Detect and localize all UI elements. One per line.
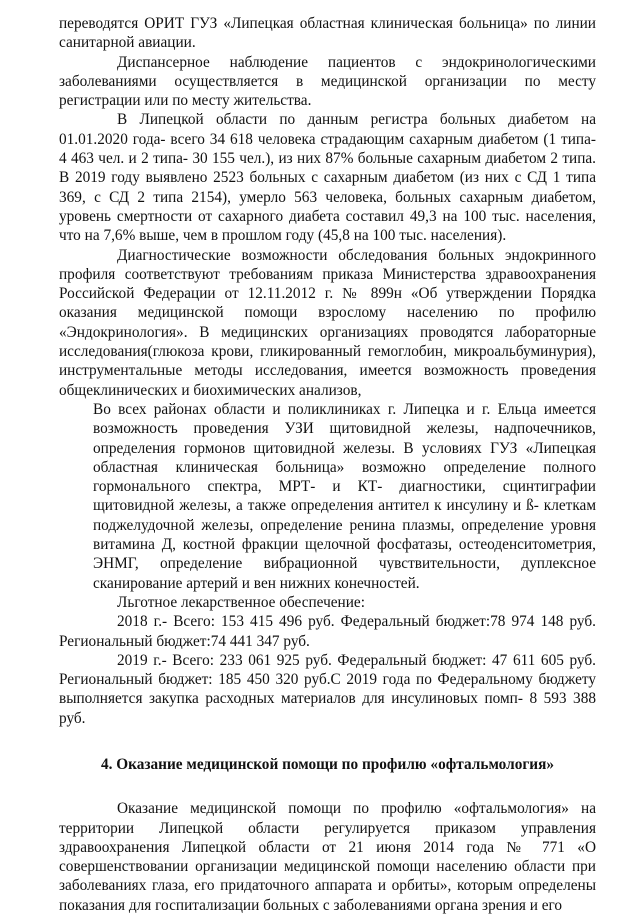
paragraph-budget-2018: 2018 г.- Всего: 153 415 496 руб. Федеральный бюджет:78 974 148 руб. Региональный бюджет:74 441 347 руб. xyxy=(59,613,596,650)
paragraph-sanitary-aviation: переводятся ОРИТ ГУЗ «Липецкая областная клиническая больница» по линии санитарной авиации. xyxy=(59,15,596,52)
paragraph-ophthalmology: Оказание медицинской помощи по профилю «офтальмология» на территории Липецкой области регулируется приказом управления здравоохранения Липецкой области от 21 июня 2014 года № 771 «О совершенствовании организации медицинской помощи населению области при заболеваниях глаза, его придаточного аппарата и орбиты», которым определены показания для госпитализации больных с заболеваниями органа зрения и его xyxy=(59,800,596,914)
section-heading: 4. Оказание медицинской помощи по профилю «офтальмология» xyxy=(100,755,555,773)
paragraph-drug-provision-heading: Льготное лекарственное обеспечение: xyxy=(117,593,365,611)
paragraph-dispensary-observation: Диспансерное наблюдение пациентов с эндокринологическими заболеваниями осуществляется в медицинской организации по месту регистрации или по месту жительства. xyxy=(59,53,596,110)
paragraph-diabetes-registry: В Липецкой области по данным регистра больных диабетом на 01.01.2020 года- всего 34 618 человека страдающим сахарным диабетом (1 типа- 4 463 чел. и 2 типа- 30 155 чел.), из них 87% больные сахарным диабетом 2 типа. В 2019 году выявлено 2523 больных с сахарным диабетом (из них с СД 1 типа 369, с СД 2 типа 2154), умерло 563 человека, больных сахарным диабетом, уровень смертности от сахарного диабета составил 49,3 на 100 тыс. населения, что на 7,6% выше, чем в прошлом году (45,8 на 100 тыс. населения). xyxy=(59,111,596,245)
paragraph-budget-2019: 2019 г.- Всего: 233 061 925 руб. Федеральный бюджет: 47 611 605 руб. Региональный бюджет: 185 450 320 руб.С 2019 года по Федеральному бюджету выполняется закупка расходных материалов для инсулиновых помп- 8 593 388 руб. xyxy=(59,651,596,727)
paragraph-diagnostic-capabilities: Диагностические возможности обследования больных эндокринного профиля соответствуют требованиям приказа Министерства здравоохранения Российской Федерации от 12.11.2012 г. № 899н «Об утверждении Порядка оказания медицинской помощи взрослому населению по профилю «Эндокринология». В медицинских организациях проводятся лабораторные исследования(глюкоза крови, гликированный гемоглобин, микроальбуминурия), инструментальные методы исследования, имеется возможность проведения общеклинических и биохимических анализов, xyxy=(59,246,596,399)
paragraph-district-diagnostics: Во всех районах области и поликлиниках г. Липецка и г. Ельца имеется возможность проведения УЗИ щитовидной железы, надпочечников, определения гормонов щитовидной железы. В условиях ГУЗ «Липецкая областная клиническая больница» возможно определение полного гормонального спектра, МРТ- и КТ- диагностики, сцинтиграфии щитовидной железы, а также определения антител к инсулину и ß- клеткам поджелудочной железы, определение ренина плазмы, определение уровня витамина Д, костной фракции щелочной фосфатазы, остеоденситометрия, ЭНМГ, определение вибрационной чувствительности, дуплексное сканирование артерий и вен нижних конечностей. xyxy=(93,400,596,592)
